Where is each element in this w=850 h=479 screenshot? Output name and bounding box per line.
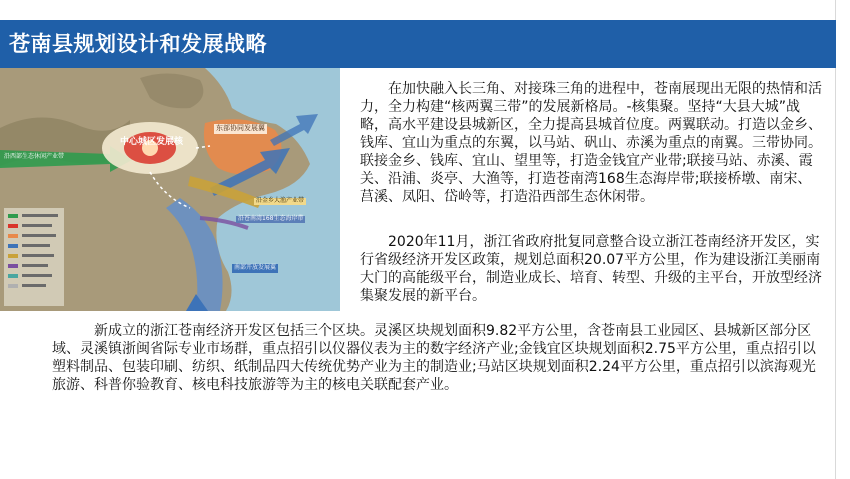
map-label-central-core: 中心城区发展核 [120, 137, 184, 147]
map-label-east-wing: 东部协同发展翼 [216, 124, 265, 132]
paragraph-zone-blocks: 新成立的浙江苍南经济开发区包括三个区块。灵溪区块规划面积9.82平方公里，含苍南县工业园区、县城新区部分区域、灵溪镇浙闽省际专业市场群，重点招引以仪器仪表为主的数字经济产业;金钱宜区块规划面积2.75平方公里，重点招引以塑料制品、包装印刷、纺织、纸制品四大传统优势产业为主的制造业;马站区块规划面积2.24平方公里，重点招引以滨海观光旅游、科普你验教育、核电科技旅游等为主的核电关联配套产业。 [52, 323, 816, 393]
slide-edge-divider [835, 0, 836, 479]
planning-map [0, 68, 340, 311]
map-label-west-belt: 沿西部生态休闲产业带 [4, 153, 65, 160]
planning-map-graphic [0, 68, 340, 311]
map-label-south-wing: 南部开放发展翼 [234, 264, 277, 271]
map-label-industry-belt: 沿金乡大渔产业带 [256, 197, 305, 204]
page-title: 苍南县规划设计和发展战略 [9, 32, 267, 56]
paragraph-strategy: 在加快融入长三角、对接珠三角的进程中，苍南展现出无限的热情和活力，全力构建“核两翼三带”的发展新格局。-核集聚。坚持“大县大城”战略，高水平建设县城新区，全力提高县城首位度。两翼联动。打造以金乡、钱库、宜山为重点的东翼，以马站、矾山、赤溪为重点的南翼。三带协同。联接金乡、钱库、宜山、望里等，打造金钱宜产业带;联接马站、赤溪、霞关、沿浦、炎亭、大渔等，打造苍南湾168生态海岸带;联接桥墩、南宋、莒溪、凤阳、岱岭等，打造沿西部生态休闲带。 [360, 81, 822, 205]
map-label-coast-belt: 沿苍南湾168生态海岸带 [238, 215, 304, 222]
paragraph-development-zone: 2020年11月，浙江省政府批复同意整合设立浙江苍南经济开发区，实行省级经济开发区政策，规划总面积20.07平方公里，作为建设浙江美丽南大门的高能级平台，制造业成长、培育、转型、升级的主平台，开放型经济集聚发展的新平台。 [360, 234, 822, 304]
